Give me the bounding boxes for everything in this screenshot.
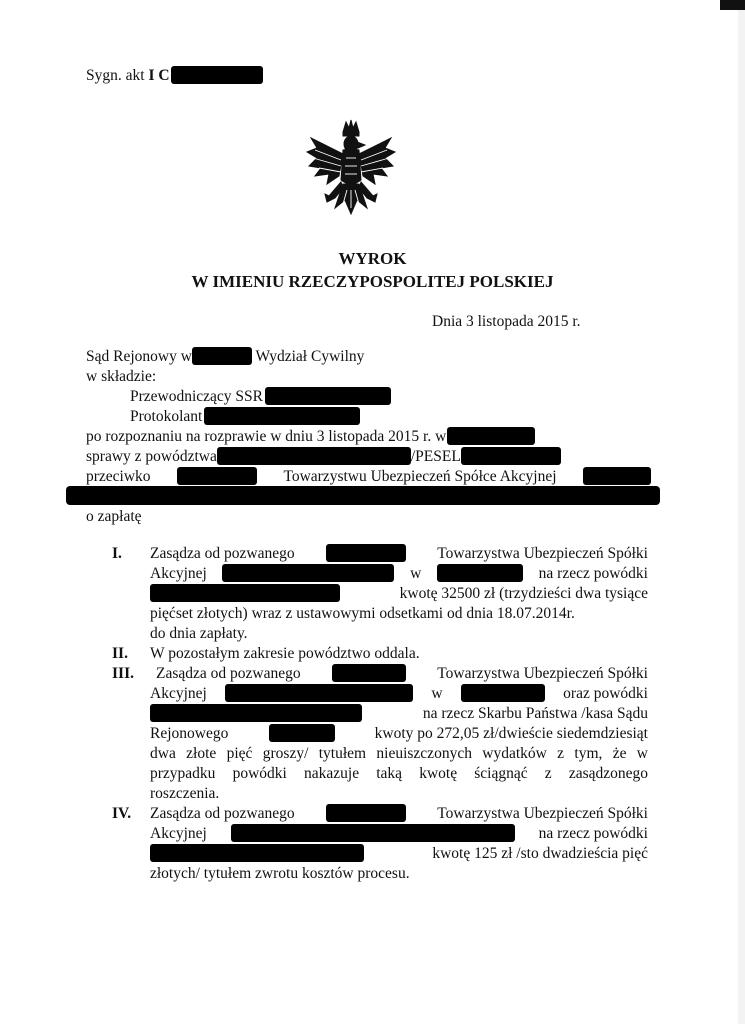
redaction — [204, 407, 360, 425]
court-line: Sąd Rejonowy w Wydział Cywilny — [86, 348, 365, 365]
point-i-line-4: pięćset złotych) wraz z ustawowymi odsetkami od dnia 18.07.2014r. — [150, 605, 575, 622]
point-iii-line-2: Akcyjnej w oraz powódki — [150, 685, 648, 702]
point-i-line-2: Akcyjnej w na rzecz powódki — [150, 565, 648, 582]
subject-line: o zapłatę — [86, 508, 142, 525]
point-ii-line-1: W pozostałym zakresie powództwo oddala. — [150, 645, 420, 662]
redaction — [217, 447, 411, 465]
redaction — [231, 824, 515, 842]
point-iii-line-4: Rejonowego kwoty po 272,05 zł/dwieście siedemdziesiąt — [150, 725, 648, 742]
court-reporter: Protokolant — [130, 407, 360, 427]
redaction — [461, 684, 545, 702]
redaction — [225, 684, 413, 702]
hearing-line: po rozpoznaniu na rozprawie w dniu 3 listopada 2015 r. w — [86, 427, 535, 447]
judgment-date: Dnia 3 listopada 2015 r. — [432, 313, 581, 330]
point-iii-line-1: Zasądza od pozwanego Towarzystwa Ubezpieczeń Spółki — [156, 665, 648, 682]
point-iii-line-7: roszczenia. — [150, 785, 220, 802]
redaction — [171, 66, 263, 84]
redaction — [437, 564, 523, 582]
redaction — [192, 347, 252, 365]
redaction — [150, 584, 340, 602]
point-number: III. — [112, 665, 134, 682]
redaction — [265, 387, 391, 405]
scan-edge — [738, 0, 745, 1024]
redaction — [461, 447, 561, 465]
redaction — [447, 427, 535, 445]
redaction — [332, 664, 406, 682]
point-iv-line-2: Akcyjnej na rzecz powódki — [150, 825, 648, 842]
case-signature: Sygn. akt I C — [86, 66, 263, 86]
composition-label: w składzie: — [86, 368, 157, 385]
point-i-line-5: do dnia zapłaty. — [150, 625, 248, 642]
plaintiff-line: sprawy z powództwa /PESEL — [86, 447, 561, 467]
redaction — [177, 467, 257, 485]
redaction — [583, 467, 651, 485]
point-number: II. — [112, 645, 128, 662]
point-i-line-1: Zasądza od pozwanego Towarzystwa Ubezpieczeń Spółki — [150, 545, 648, 562]
redaction — [66, 486, 660, 505]
judgment-title: WYROK — [338, 249, 407, 268]
scan-artifact — [720, 0, 745, 10]
polish-eagle-emblem-icon — [305, 118, 397, 228]
point-iv-line-4: złotych/ tytułem zwrotu kosztów procesu. — [150, 865, 410, 882]
presiding-judge: Przewodniczący SSR — [130, 387, 391, 407]
point-number: IV. — [112, 805, 132, 822]
point-i-line-3: kwotę 32500 zł (trzydzieści dwa tysiące — [150, 584, 648, 604]
point-iii-line-6: przypadku powódki nakazuje taką kwotę ściągnąć z zasądzonego — [150, 765, 648, 782]
redaction — [326, 804, 406, 822]
redaction — [150, 844, 364, 862]
point-number: I. — [112, 545, 122, 562]
redaction — [326, 544, 406, 562]
redaction — [222, 564, 394, 582]
point-iii-line-5: dwa złote pięć groszy/ tytułem nieuiszczonych wydatków z tym, że w — [150, 745, 648, 762]
defendant-line: przeciwko Towarzystwu Ubezpieczeń Spółce Akcyjnej — [86, 467, 651, 487]
point-iii-line-3: na rzecz Skarbu Państwa /kasa Sądu — [150, 704, 648, 724]
point-iv-line-1: Zasądza od pozwanego Towarzystwa Ubezpieczeń Spółki — [150, 805, 648, 822]
redaction — [150, 704, 362, 722]
judgment-subtitle: W IMIENIU RZECZYPOSPOLITEJ POLSKIEJ — [191, 272, 554, 291]
point-iv-line-3: kwotę 125 zł /sto dwadzieścia pięć — [150, 844, 648, 864]
redaction — [269, 724, 335, 742]
